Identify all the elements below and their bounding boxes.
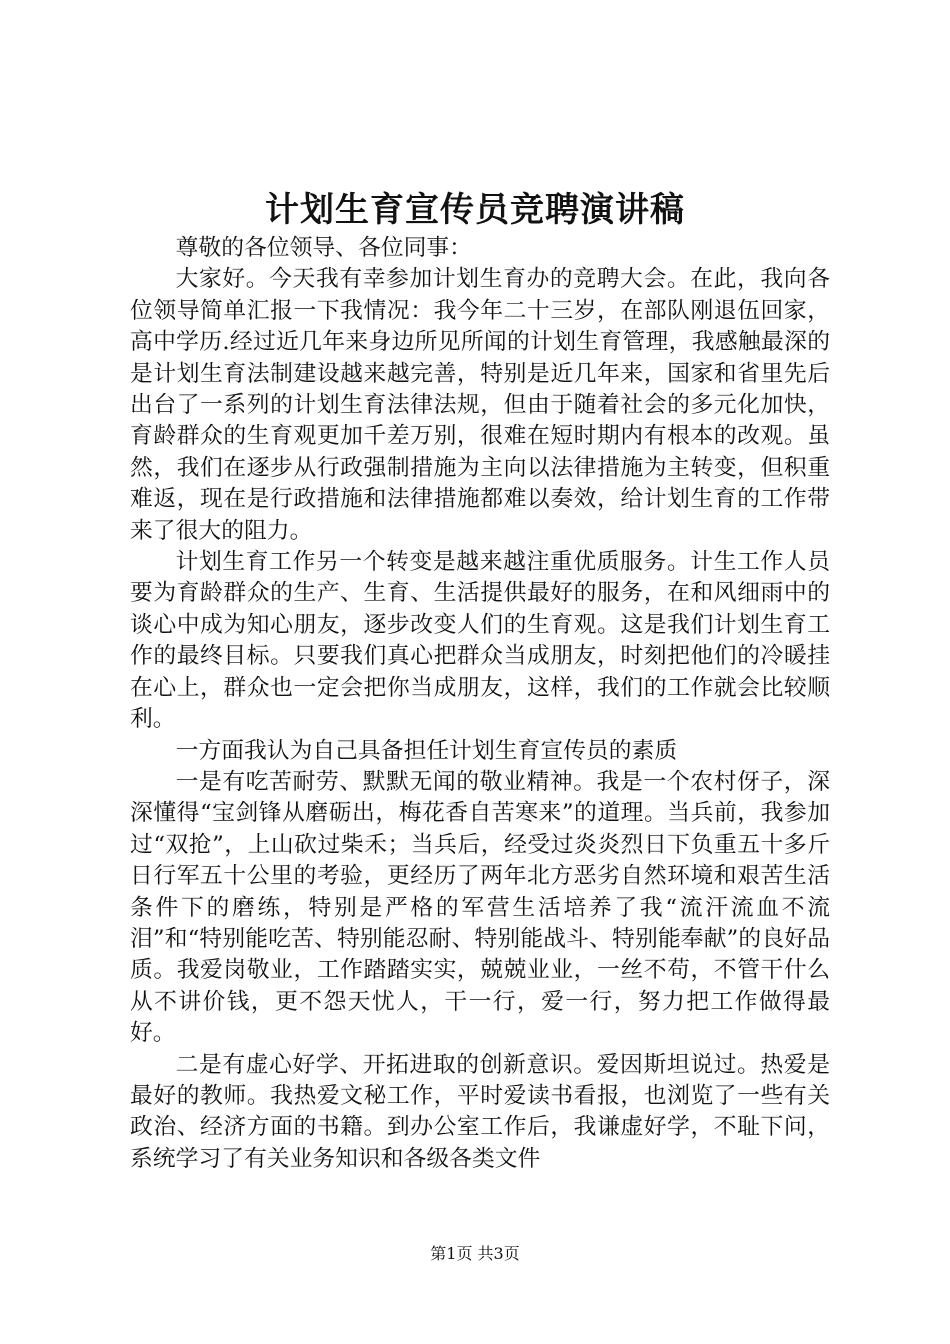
- body-paragraph: 计划生育工作另一个转变是越来越注重优质服务。计生工作人员要为育龄群众的生产、生育、生活提供最好的服务，在和风细雨中的谈心中成为知心朋友，逐步改变人们的生育观。这是我们计划生育工作的最终目标。只要我们真心把群众当成朋友，时刻把他们的冷暖挂在心上，群众也一定会把你当成朋友，这样，我们的工作就会比较顺利。: [130, 549, 830, 733]
- body-paragraph: 一方面我认为自己具备担任计划生育宣传员的素质: [175, 737, 678, 764]
- body-paragraph: 大家好。今天我有幸参加计划生育办的竞聘大会。在此，我向各位领导简单汇报一下我情况：我今年二十三岁，在部队刚退伍回家，高中学历.经过近几年来身边所见所闻的计划生育管理，我感触最深的是计划生育法制建设越来越完善，特别是近几年来，国家和省里先后出台了一系列的计划生育法律法规，但由于随着社会的多元化加快，育龄群众的生育观更加千差万别，很难在短时期内有根本的改观。虽然，我们在逐步从行政强制措施为主向以法律措施为主转变，但积重难返，现在是行政措施和法律措施都难以奏效，给计划生育的工作带来了很大的阻力。: [130, 266, 830, 544]
- document-title: 计划生育宣传员竞聘演讲稿: [265, 190, 685, 230]
- body-paragraph: 一是有吃苦耐劳、默默无闻的敬业精神。我是一个农村伢子，深深懂得“宝剑锋从磨砺出，梅花香自苦寒来”的道理。当兵前，我参加过“双抢”，上山砍过柴禾；当兵后，经受过炎炎烈日下负重五十多斤日行军五十公里的考验，更经历了两年北方恶劣自然环境和艰苦生活条件下的磨练，特别是严格的军营生活培养了我“流汗流血不流泪”和“特别能吃苦、特别能忍耐、特别能战斗、特别能奉献”的良好品质。我爱岗敬业，工作踏踏实实，兢兢业业，一丝不苟，不管干什么从不讲价钱，更不怨天忧人，干一行，爱一行，努力把工作做得最好。: [130, 768, 830, 1047]
- body-paragraph: 二是有虚心好学、开拓进取的创新意识。爱因斯坦说过。热爱是最好的教师。我热爱文秘工作，平时爱读书看报，也浏览了一些有关政治、经济方面的书籍。到办公室工作后，我谦虚好学，不耻下问，系统学习了有关业务知识和各级各类文件: [130, 1051, 830, 1172]
- document-body: [130, 233, 830, 1175]
- page-number: 第1页 共3页: [430, 1244, 520, 1263]
- page-footer: [0, 1242, 950, 1266]
- salutation-paragraph: 尊敬的各位领导、各位同事：: [175, 235, 472, 261]
